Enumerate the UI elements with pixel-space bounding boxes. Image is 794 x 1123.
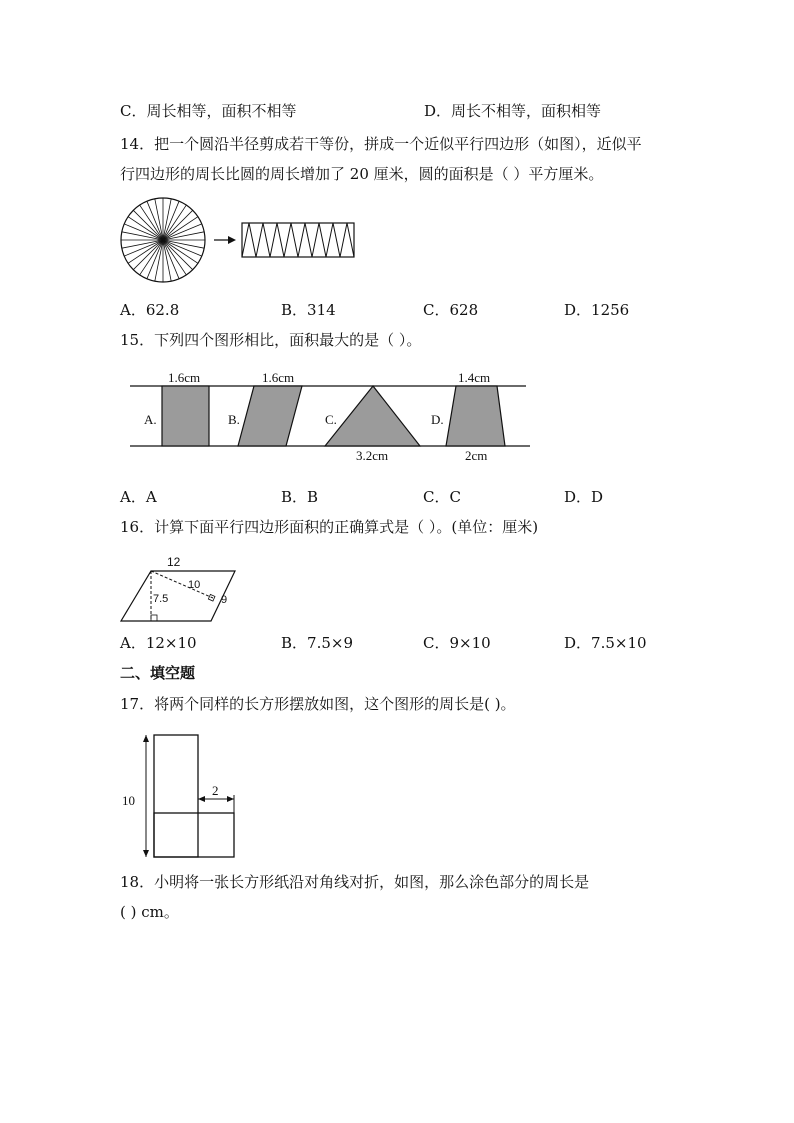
side-label: 9 [221,594,228,606]
shape-d-bottom-dim: 2cm [465,448,488,463]
q16-stem: 16．计算下面平行四边形面积的正确算式是（ ）。(单位：厘米) [120,518,539,536]
shape-d-top-dim: 1.4cm [458,370,491,385]
shape-a-top-dim: 1.6cm [168,370,201,385]
q16-option-b: B．7.5×9 [281,634,353,652]
q15-option-c: C．C [423,488,461,506]
q15-option-d: D．D [564,488,604,506]
parallelogram-outline [121,571,235,621]
height-label: 7.5 [153,593,169,605]
horizontal-rectangle [154,813,234,857]
height-label: 10 [122,793,135,808]
q14-option-c: C．628 [423,301,479,319]
parallelogram-sectors [242,223,354,257]
q14-stem-line1: 14．把一个圆沿半径剪成若干等份，拼成一个近似平行四边形（如图），近似平 [120,135,642,153]
q15-option-a: A．A [120,488,157,506]
q18-stem-line2: ( ) cm。 [120,903,179,921]
shape-a-letter: A. [144,412,157,427]
q18-stem-line1: 18．小明将一张长方形纸沿对角线对折，如图，那么涂色部分的周长是 [120,873,590,891]
q14-stem-line2: 行四边形的周长比圆的周长增加了 20 厘米，圆的面积是（ ）平方厘米。 [120,165,604,183]
q16-option-c: C．9×10 [423,634,491,652]
arrow-up-icon [143,735,149,742]
shape-c-letter: C. [325,412,337,427]
q15-figure [128,368,538,468]
arrow-down-icon [143,850,149,857]
q13-option-c: C．周长相等，面积不相等 [120,102,297,120]
circle-radius-line [163,210,193,240]
vertical-rectangle [154,735,198,857]
shape-c-bottom-dim: 3.2cm [356,448,389,463]
width-label: 2 [212,783,219,798]
shape-c-triangle [325,386,420,446]
right-angle-mark-base [151,615,157,621]
slant-height-label: 10 [188,579,201,591]
q13-option-d: D．周长不相等，面积相等 [424,102,602,120]
q17-figure [118,727,248,862]
q14-option-a: A．62.8 [120,301,180,319]
q15-option-b: B．B [281,488,319,506]
q16-figure [118,550,258,628]
q14-option-d: D．1256 [564,301,630,319]
q14-option-b: B．314 [281,301,336,319]
q15-stem: 15．下列四个图形相比，面积最大的是（ ）。 [120,331,422,349]
shape-d-letter: D. [431,412,444,427]
q17-stem: 17．将两个同样的长方形摆放如图，这个图形的周长是( )。 [120,695,516,713]
q16-option-d: D．7.5×10 [564,634,647,652]
arrow-left-icon [198,796,205,802]
circle-sectors [121,198,205,282]
shape-b-parallelogram [238,386,302,446]
circle-radius-line [163,240,193,270]
circle-radius-line [133,210,163,240]
section-title: 二、填空题 [120,664,196,682]
base-label: 12 [167,555,181,569]
arrow-icon [214,236,236,244]
arrow-right-icon [227,796,234,802]
circle-radius-line [133,240,163,270]
q16-option-a: A．12×10 [120,634,197,652]
q14-figure [120,192,370,292]
shape-d-trapezoid [446,386,505,446]
shape-b-letter: B. [228,412,240,427]
shape-a-rectangle [162,386,209,446]
shape-b-top-dim: 1.6cm [262,370,295,385]
